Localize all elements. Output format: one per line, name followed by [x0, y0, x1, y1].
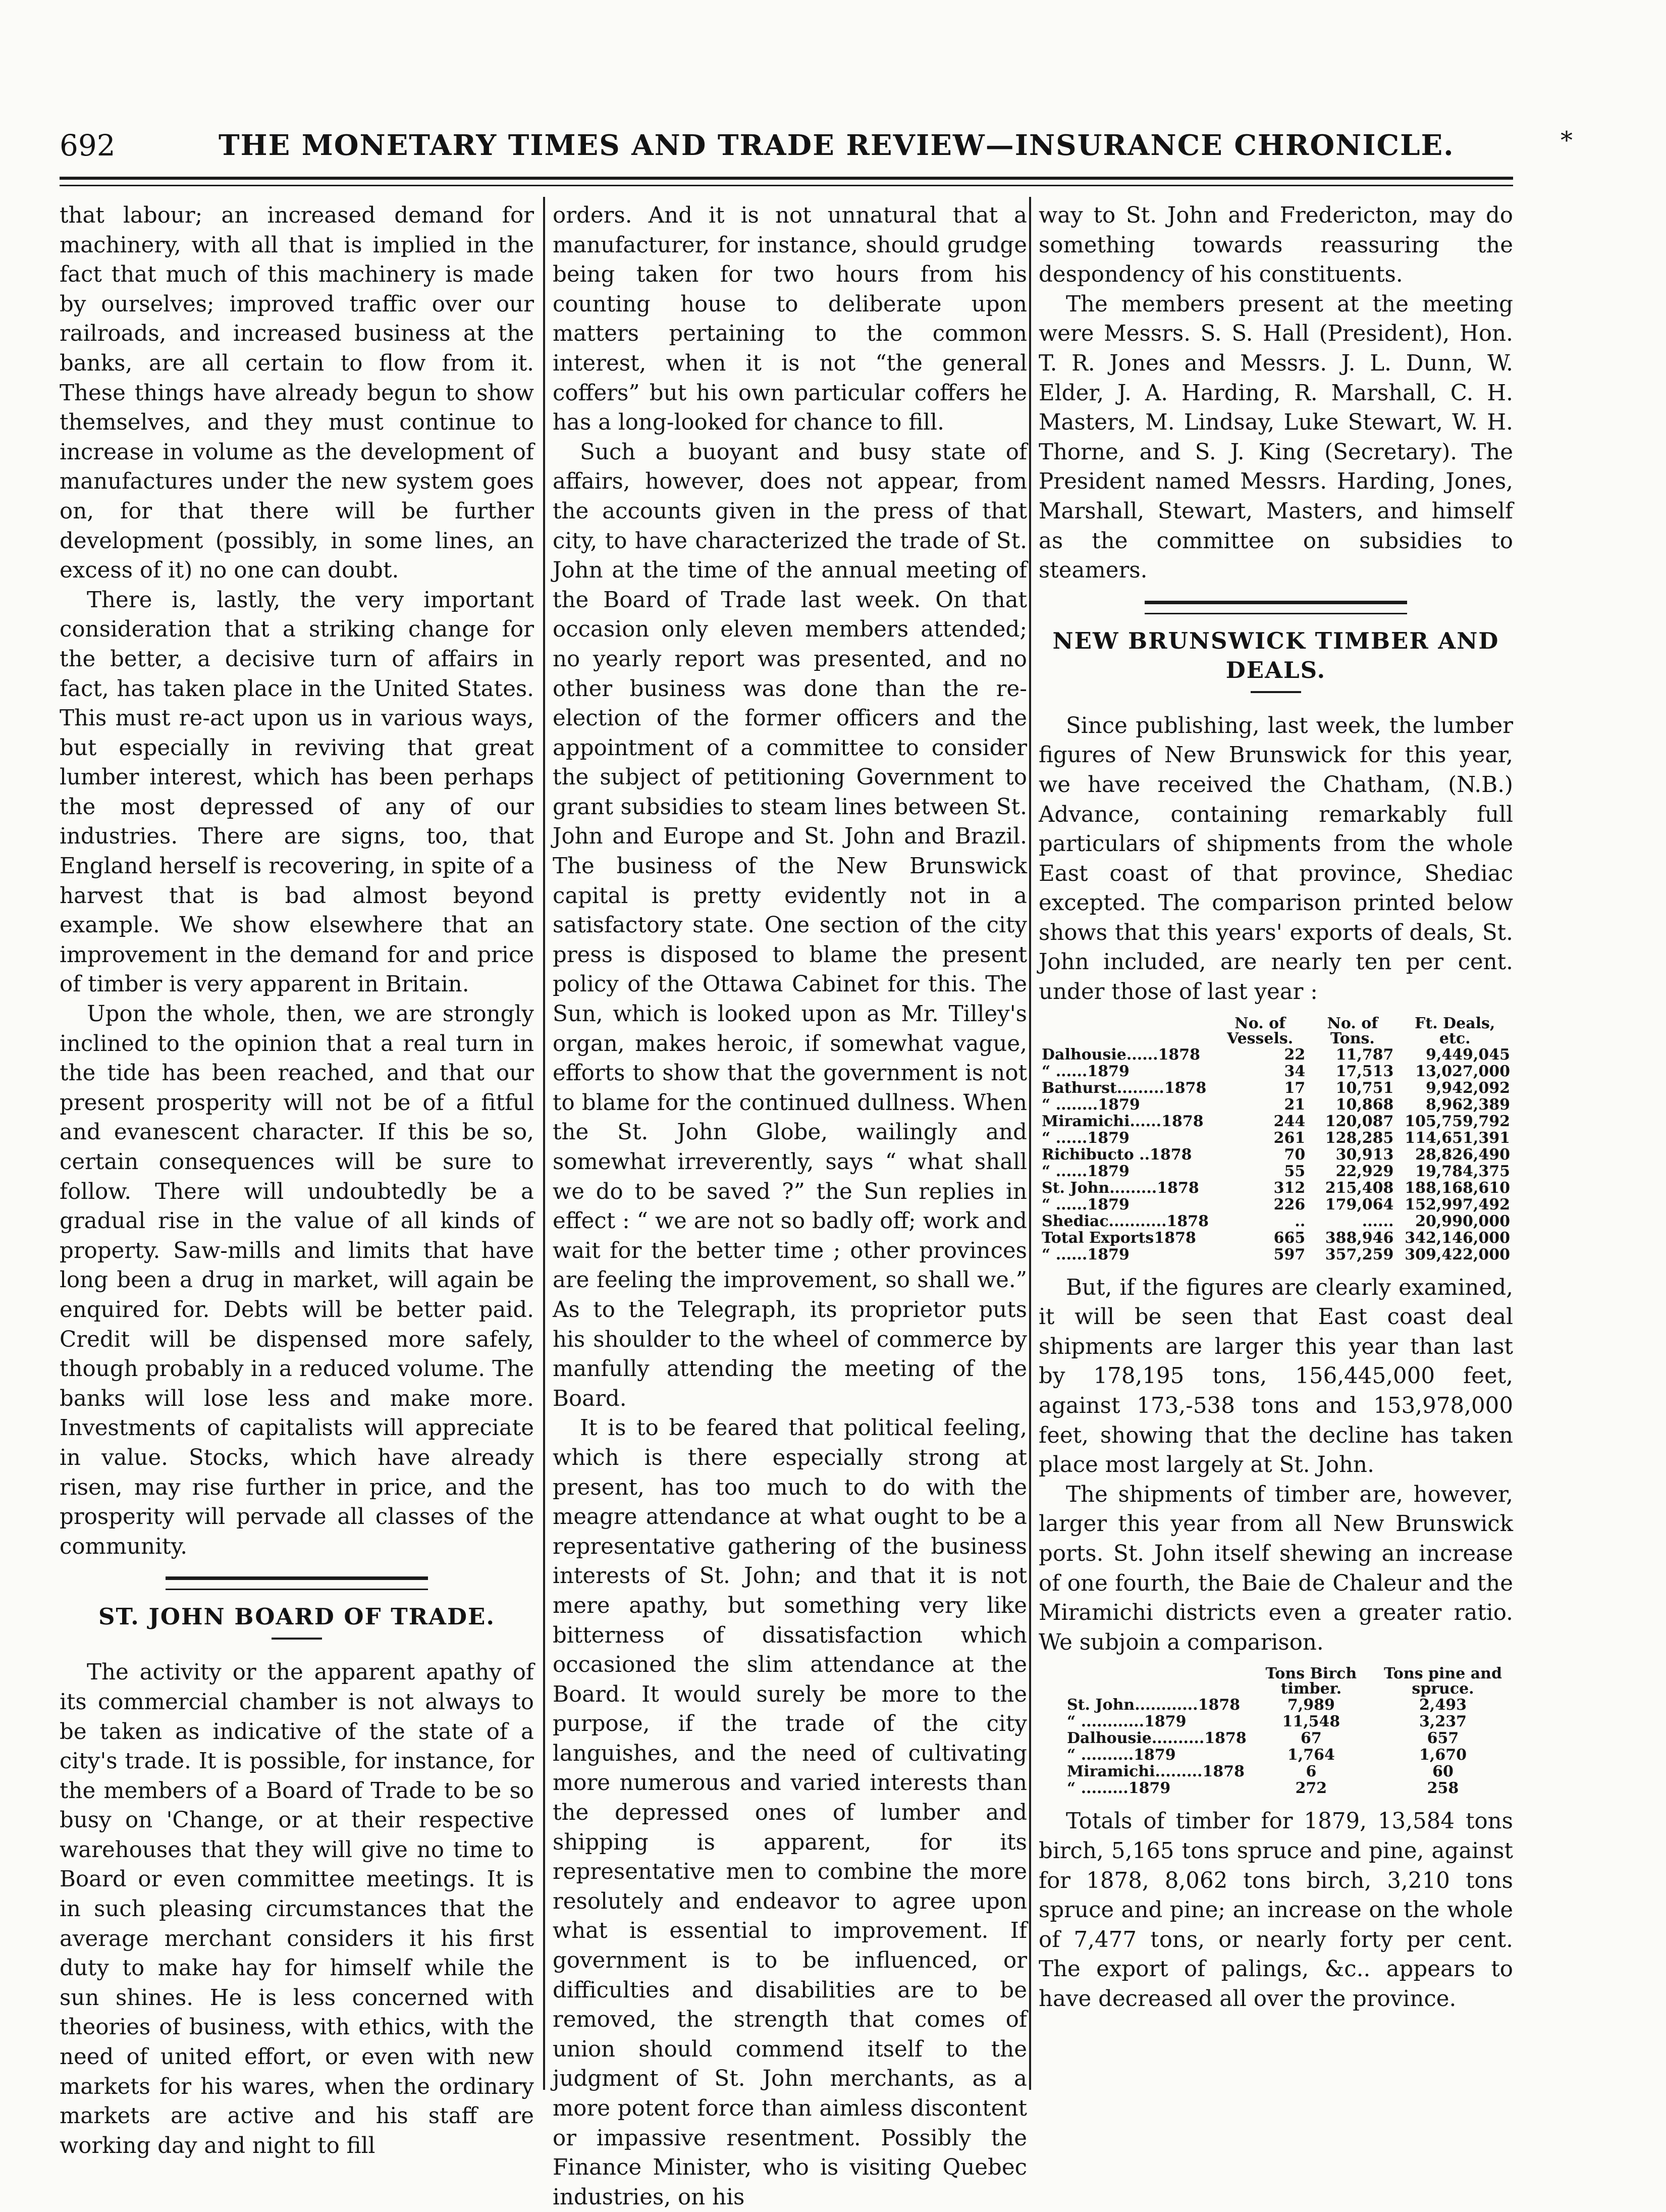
- section-divider: [1145, 601, 1407, 614]
- heading-rule: [272, 1638, 322, 1640]
- value-cell: 55: [1284, 1162, 1306, 1180]
- value-cell: 28,826,490: [1415, 1145, 1510, 1164]
- row-label-cell: “ .........1879: [1067, 1779, 1171, 1798]
- paragraph: The members present at the meeting were Messrs. S. S. Hall (President), Hon. T. R. Jones and Messrs. J. L. Dunn, W. Elder, J. A. Harding, R. Marshall, C. H. Masters, M. Lindsay, Luke Stewart, W. H. Thorne, and S. J. King (Secretary). The President named Messrs. Harding, Jones, Marshall, Stewart, Masters, and himself as the committee on subsidies to steamers.: [1039, 291, 1513, 584]
- table-header-row: [1039, 1016, 1513, 1046]
- table-header-row: [1064, 1666, 1513, 1697]
- value-cell: 357,259: [1325, 1245, 1394, 1263]
- value-cell: 1,670: [1419, 1746, 1467, 1764]
- value-cell: 8,962,389: [1425, 1095, 1510, 1114]
- value-cell: 34: [1284, 1062, 1306, 1080]
- value-cell: 30,913: [1335, 1145, 1394, 1164]
- row-label-cell: Dalhousie..........1878: [1067, 1729, 1247, 1748]
- value-cell: 261: [1273, 1129, 1306, 1147]
- table-row: [1039, 1080, 1513, 1096]
- row-label-cell: Bathurst.........1878: [1042, 1079, 1207, 1097]
- value-cell: 11,787: [1335, 1045, 1394, 1064]
- table-row: [1039, 1146, 1513, 1163]
- row-label-cell: “ ......1879: [1042, 1062, 1130, 1080]
- table-header-cell: [1039, 1016, 1212, 1046]
- row-label-cell: Richibucto ..1878: [1042, 1145, 1192, 1164]
- column-1: [60, 201, 534, 2161]
- value-cell: 665: [1273, 1229, 1306, 1247]
- table-row: [1039, 1130, 1513, 1146]
- table-row: [1039, 1196, 1513, 1213]
- value-cell: 9,449,045: [1425, 1045, 1510, 1064]
- row-label-cell: “ ......1879: [1042, 1195, 1130, 1214]
- row-label-cell: “ ............1879: [1067, 1713, 1187, 1731]
- value-cell: 152,997,492: [1405, 1195, 1510, 1214]
- value-cell: 22,929: [1335, 1162, 1394, 1180]
- value-cell: 20,990,000: [1415, 1212, 1510, 1230]
- header-rule-thick: [60, 177, 1513, 180]
- value-cell: 10,868: [1335, 1095, 1394, 1114]
- paragraph: It is to be feared that political feeling, which is there especially strong at present, has too much to do with the meagre attendance at what ought to be a representative gathering of the business interests of St. John; and that it is not mere apathy, but something very like bitterness of dissatisfaction which occasioned the slim attendance at the Board. It would surely be more to the purpose, if the trade of the city languishes, and the need of cultivating more numerous and varied interests than the depressed ones of lumber and shipping is apparent, for its representative men to combine the more resolutely and endeavor to agree upon what is essential to improvement. If government is to be influenced, or difficulties and disabilities are to be removed, the strength that comes of union should commend itself to the judgment of St. John merchants, as a more potent force than aimless discontent or impassive resentment. Possibly the Finance Minister, who is visiting Quebec industries, on his: [553, 1415, 1027, 2210]
- value-cell: 388,946: [1325, 1229, 1394, 1247]
- value-cell: 105,759,792: [1405, 1112, 1510, 1130]
- value-cell: 17,513: [1335, 1062, 1394, 1080]
- table-row: [1039, 1046, 1513, 1063]
- value-cell: 342,146,000: [1405, 1229, 1510, 1247]
- value-cell: 70: [1284, 1145, 1306, 1164]
- row-label-cell: Dalhousie......1878: [1042, 1045, 1201, 1064]
- table-header-cell: Tons Birch timber.: [1265, 1665, 1357, 1698]
- table-row: [1064, 1780, 1513, 1797]
- paragraph: Upon the whole, then, we are strongly inclined to the opinion that a real turn in the tide has been reached, and that our present prosperity will not be of a fitful and evanescent character. If this be so, certain consequences will be sure to follow. There will undoubtedly be a gradual rise in the value of all kinds of property. Saw-mills and limits that have long been a drug in market, will again be enquired for. Debts will be better paid. Credit will be dispensed more safely, though probably in a reduced volume. The banks will lose less and make more. Investments of capitalists will appreciate in value. Stocks, which have already risen, may rise further in price, and the prosperity will pervade all classes of the community.: [60, 1002, 534, 1559]
- value-cell: 244: [1273, 1112, 1306, 1130]
- value-cell: 597: [1273, 1245, 1306, 1263]
- column-3: [1039, 201, 1513, 2014]
- row-label-cell: “ ......1879: [1042, 1129, 1130, 1147]
- table-row: [1064, 1747, 1513, 1763]
- value-cell: 179,064: [1325, 1195, 1394, 1214]
- paragraph: Since publishing, last week, the lumber figures of New Brunswick for this year, we have received the Chatham, (N.B.) Advance, containing remarkably full particulars of shipments from the whole East coast of that province, Shediac excepted. The comparison printed below shows that this years' exports of deals, St. John included, are nearly ten per cent. under those of last year :: [1039, 713, 1513, 1005]
- table-row: [1039, 1246, 1513, 1263]
- value-cell: 226: [1273, 1195, 1306, 1214]
- value-cell: 128,285: [1325, 1129, 1394, 1147]
- column-divider: [1029, 197, 1031, 2090]
- paragraph: orders. And it is not unnatural that a manufacturer, for instance, should grudge being taken for two hours from his counting house to deliberate upon matters pertaining to the common interest, when it is not “the general coffers” but his own particular coffers he has a long-looked for chance to fill.: [553, 203, 1027, 436]
- table-body: [1064, 1697, 1513, 1797]
- row-label-cell: Total Exports1878: [1042, 1229, 1196, 1247]
- value-cell: 10,751: [1335, 1079, 1394, 1097]
- row-label-cell: Shediac...........1878: [1042, 1212, 1209, 1230]
- table-row: [1064, 1763, 1513, 1780]
- value-cell: 258: [1427, 1779, 1459, 1798]
- paragraph: Totals of timber for 1879, 13,584 tons birch, 5,165 tons spruce and pine, against for 1878, 8,062 tons birch, 3,210 tons spruce and pine; an increase on the whole of 7,477 tons, or nearly forty per cent. The export of palings, &c.. appears to have decreased all over the province.: [1039, 1809, 1513, 2012]
- value-cell: ......: [1362, 1212, 1394, 1230]
- value-cell: 188,168,610: [1405, 1179, 1510, 1197]
- row-label-cell: St. John............1878: [1067, 1696, 1241, 1714]
- value-cell: 312: [1273, 1179, 1306, 1197]
- value-cell: 21: [1284, 1095, 1306, 1114]
- value-cell: 114,651,391: [1405, 1129, 1510, 1147]
- value-cell: 215,408: [1325, 1179, 1394, 1197]
- table-row: [1039, 1096, 1513, 1113]
- row-label-cell: Miramichi......1878: [1042, 1112, 1204, 1130]
- page-number: 692: [60, 128, 116, 163]
- corner-mark: *: [1561, 126, 1573, 154]
- value-cell: 1,764: [1287, 1746, 1335, 1764]
- value-cell: 272: [1295, 1779, 1327, 1798]
- section-divider: [166, 1576, 428, 1590]
- table-row: [1039, 1230, 1513, 1246]
- table-row: [1064, 1697, 1513, 1713]
- row-label-cell: “ ......1879: [1042, 1162, 1130, 1180]
- table-header-cell: Ft. Deals, etc.: [1415, 1014, 1495, 1047]
- table-body: [1039, 1046, 1513, 1263]
- table-row: [1039, 1163, 1513, 1180]
- section-heading: ST. JOHN BOARD OF TRADE.: [98, 1603, 495, 1630]
- value-cell: 60: [1432, 1763, 1454, 1781]
- table-header-cell: Tons pine and spruce.: [1383, 1665, 1502, 1698]
- value-cell: 309,422,000: [1405, 1245, 1510, 1263]
- value-cell: 22: [1284, 1045, 1306, 1064]
- table-header-cell: No. of Tons.: [1327, 1014, 1378, 1047]
- value-cell: 67: [1301, 1729, 1322, 1748]
- table-row: [1039, 1113, 1513, 1130]
- value-cell: 11,548: [1282, 1713, 1340, 1731]
- timber-comparison-table: [1064, 1666, 1513, 1797]
- table-row: [1039, 1063, 1513, 1080]
- table-header-cell: No. of Vessels.: [1227, 1014, 1294, 1047]
- paragraph: The activity or the apparent apathy of its commercial chamber is not always to be taken as indicative of the state of a city's trade. It is possible, for instance, for the members of a Board of Trade to be so busy on 'Change, or at their respective warehouses that they will give no time to Board or even committee meetings. It is in such pleasing circumstances that the average merchant considers it his first duty to make hay for himself while the sun shines. He is less concerned with theories of business, with ethics, with the need of united effort, or even with new markets for his wares, when the ordinary markets are active and his staff are working day and night to fill: [60, 1660, 534, 2158]
- row-label-cell: “ ........1879: [1042, 1095, 1140, 1114]
- paragraph: There is, lastly, the very important consideration that a striking change for the better, a decisive turn of affairs in fact, has taken place in the United States. This must re-act upon us in various ways, but especially in reviving that great lumber interest, which has been perhaps the most depressed of any of our industries. There are signs, too, that England herself is recovering, in spite of a harvest that is bad almost beyond example. We show elsewhere that an improvement in the demand for and price of timber is very apparent in Britain.: [60, 587, 534, 997]
- table-row: [1039, 1180, 1513, 1196]
- table-header-cell: [1064, 1666, 1250, 1697]
- value-cell: 19,784,375: [1415, 1162, 1510, 1180]
- paragraph: The shipments of timber are, however, larger this year from all New Brunswick ports. St. John itself shewing an increase of one fourth, the Baie de Chaleur and the Miramichi districts even a greater ratio. We subjoin a comparison.: [1039, 1482, 1513, 1655]
- section-heading: NEW BRUNSWICK TIMBER AND DEALS.: [1052, 627, 1499, 683]
- paragraph: that labour; an increased demand for machinery, with all that is implied in the fact that much of this machinery is made by ourselves; improved traffic over our railroads, and increased business at the banks, are all certain to flow from it. These things have already begun to show themselves, and they must continue to increase in volume as the development of manufactures under the new system goes on, for that there will be further development (possibly, in some lines, an excess of it) no one can doubt.: [60, 203, 534, 584]
- column-2: [553, 201, 1027, 2212]
- paragraph: Such a buoyant and busy state of affairs, however, does not appear, from the accounts given in the press of that city, to have characterized the trade of St. John at the time of the annual meeting of the Board of Trade last week. On that occasion only eleven members attended; no yearly report was presented, and no other business was done than the re-election of the former officers and the appointment of a committee to consider the subject of petitioning Government to grant subsidies to steam lines between St. John and Europe and St. John and Brazil. The business of the New Brunswick capital is pretty evidently not in a satisfactory state. One section of the city press is disposed to blame the present policy of the Ottawa Cabinet for this. The Sun, which is looked upon as Mr. Tilley's organ, makes heroic, if somewhat vague, efforts to show that the government is not to blame for the continued dullness. When the St. John Globe, wailingly and somewhat irreverently, says “ what shall we do to be saved ?” the Sun replies in effect : “ we are not so badly off; work and wait for the better time ; other provinces are feeling the improvement, so shall we.” As to the Telegraph, its proprietor puts his shoulder to the wheel of commerce by manfully attending the meeting of the Board.: [553, 439, 1027, 1411]
- paragraph: But, if the figures are clearly examined, it will be seen that East coast deal shipments are larger this year than last by 178,195 tons, 156,445,000 feet, against 173,-538 tons and 153,978,000 feet, showing that the decline has taken place most largely at St. John.: [1039, 1275, 1513, 1478]
- row-label-cell: Miramichi.........1878: [1067, 1763, 1245, 1781]
- paragraph: way to St. John and Fredericton, may do something towards reassuring the despondency of his constituents.: [1039, 203, 1513, 288]
- table-row: [1064, 1713, 1513, 1730]
- row-label-cell: St. John.........1878: [1042, 1179, 1199, 1197]
- row-label-cell: “ ..........1879: [1067, 1746, 1176, 1764]
- table-row: [1039, 1213, 1513, 1230]
- value-cell: 7,989: [1287, 1696, 1335, 1714]
- value-cell: ..: [1295, 1212, 1306, 1230]
- value-cell: 657: [1427, 1729, 1459, 1748]
- column-divider: [543, 197, 545, 2090]
- value-cell: 17: [1284, 1079, 1306, 1097]
- journal-title: THE MONETARY TIMES AND TRADE REVIEW—INSURANCE CHRONICLE.: [219, 129, 1455, 162]
- table-row: [1064, 1730, 1513, 1747]
- value-cell: 120,087: [1325, 1112, 1394, 1130]
- value-cell: 6: [1306, 1763, 1317, 1781]
- value-cell: 9,942,092: [1425, 1079, 1510, 1097]
- heading-rule: [1251, 691, 1301, 693]
- value-cell: 13,027,000: [1415, 1062, 1510, 1080]
- value-cell: 2,493: [1419, 1696, 1467, 1714]
- value-cell: 3,237: [1419, 1713, 1467, 1731]
- header-rule-thin: [60, 185, 1513, 186]
- page-header: [60, 125, 1573, 171]
- row-label-cell: “ ......1879: [1042, 1245, 1130, 1263]
- deals-exports-table: [1039, 1016, 1513, 1263]
